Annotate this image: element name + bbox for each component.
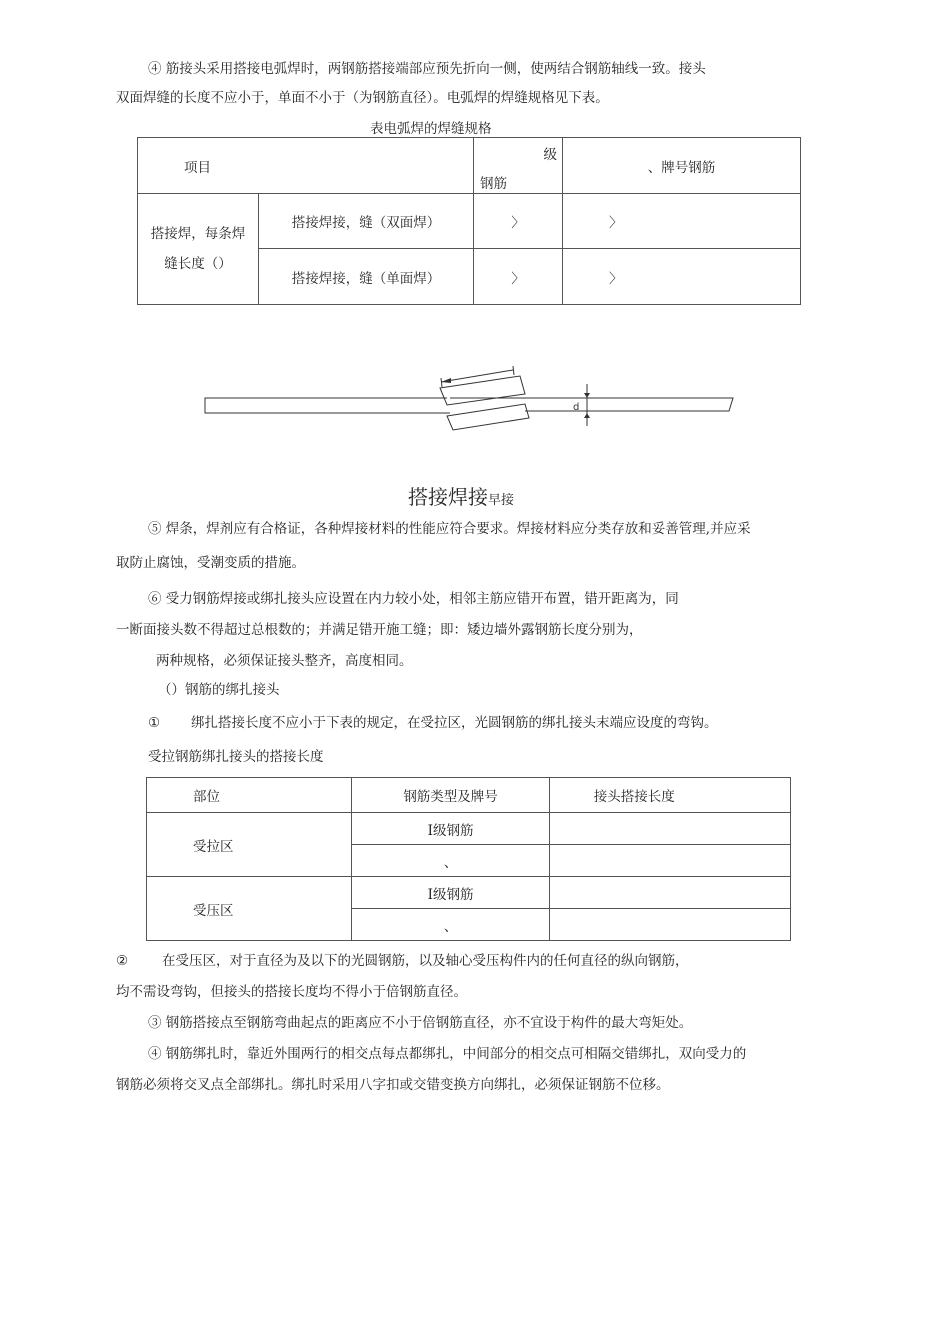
table1-row1-label: 搭接焊接，缝（双面焊） xyxy=(259,194,474,249)
weld-spec-table xyxy=(137,137,801,305)
table1-row2-value2: 〉 xyxy=(563,249,801,305)
table2-group-compression: 受压区 xyxy=(147,877,352,941)
paragraph-2-line1: 在受压区，对于直径为及以下的光圆钢筋，以及轴心受压构件内的任何直径的纵向钢筋， xyxy=(162,953,689,969)
table1-row2-label: 搭接焊接，缝（单面焊） xyxy=(259,249,474,305)
dimension-tick-right xyxy=(513,366,514,375)
paragraph-1-text: 绑扎搭接长度不应小于下表的规定，在受拉区，光圆钢筋的绑扎接头末端应设度的弯钩。 xyxy=(191,715,718,731)
figure-caption-small: 早接 xyxy=(488,493,515,508)
paragraph-5-line1: ⑤ 焊条，焊剂应有合格证，各种焊接材料的性能应符合要求。焊接材料应分类存放和妥善管理,并应采 xyxy=(148,521,751,537)
paragraph-6-line2: 一断面接头数不得超过总根数的；并满足错开施工缝；即：矮边墙外露钢筋长度分别为， xyxy=(116,622,643,638)
table2-row3-length xyxy=(549,877,790,909)
weld-piece-lower xyxy=(447,404,529,430)
paragraph-3: ③ 钢筋搭接点至钢筋弯曲起点的距离应不小于倍钢筋直径，亦不宜设于构件的最大弯矩处。 xyxy=(148,1015,693,1031)
diameter-label: d xyxy=(573,402,580,413)
paragraph-6-line3: 两种规格，必须保证接头整齐，高度相同。 xyxy=(156,653,413,669)
table1-row-group-line2: 缝长度（） xyxy=(164,256,232,272)
lap-weld-diagram xyxy=(195,360,745,440)
table2-row4-type: 、 xyxy=(352,909,549,941)
paragraph-4-line1: ④ 筋接头采用搭接电弧焊时，两钢筋搭接端部应预先折向一侧，使两结合钢筋轴线一致。接头 xyxy=(148,61,706,77)
paragraph-1-number: ① xyxy=(148,715,161,731)
table1-row1-value2: 〉 xyxy=(563,194,801,249)
table1-header-col3: 、牌号钢筋 xyxy=(563,138,801,194)
table1-header-col2-line1: 级 xyxy=(543,147,557,163)
section-heading-tie-joint: （）钢筋的绑扎接头 xyxy=(158,682,280,698)
table1-row-group-line1: 搭接焊，每条焊 xyxy=(150,226,246,242)
diameter-arrow-top xyxy=(584,393,590,398)
table1-header-col2-line2: 钢筋 xyxy=(480,176,507,192)
table2-row2-length xyxy=(549,845,790,877)
dimension-line xyxy=(441,370,513,382)
rebar-left xyxy=(205,398,450,413)
table1-header-col2 xyxy=(474,138,563,194)
figure-caption-main: 搭接焊接 xyxy=(408,485,488,509)
table2-row3-type: I级钢筋 xyxy=(352,877,549,909)
table1-header-item-text: 项目 xyxy=(184,159,211,176)
table1-header-item xyxy=(138,138,474,194)
table2-group-tension: 受拉区 xyxy=(147,813,352,877)
diameter-arrow-bottom xyxy=(584,413,590,418)
dimension-tick-left xyxy=(441,378,442,387)
paragraph-2-number: ② xyxy=(116,953,129,969)
table2-row1-length xyxy=(549,813,790,845)
figure-caption xyxy=(408,484,514,514)
table2-row1-type: I级钢筋 xyxy=(352,813,549,845)
paragraph-6-line1: ⑥ 受力钢筋焊接或绑扎接头应设置在内力较小处，相邻主筋应错开布置，错开距离为，同 xyxy=(148,591,679,607)
lap-length-table xyxy=(146,777,791,941)
table1-row1-value1: 〉 xyxy=(474,194,563,249)
table1-row-group xyxy=(138,194,259,305)
table2-row2-type: 、 xyxy=(352,845,549,877)
paragraph-4b-line2: 钢筋必须将交叉点全部绑扎。绑扎时采用八字扣或交错变换方向绑扎，必须保证钢筋不位移。 xyxy=(116,1077,670,1093)
paragraph-5-line2: 取防止腐蚀，受潮变质的措施。 xyxy=(116,555,305,571)
table2-header-length: 接头搭接长度 xyxy=(549,778,790,813)
table1-caption: 表电弧焊的焊缝规格 xyxy=(370,121,492,137)
table1-row2-value1: 〉 xyxy=(474,249,563,305)
paragraph-4b-line1: ④ 钢筋绑扎时，靠近外围两行的相交点每点都绑扎，中间部分的相交点可相隔交错绑扎，双向受力的 xyxy=(148,1046,747,1062)
table2-header-part: 部位 xyxy=(147,778,352,813)
paragraph-2-line2: 均不需设弯钩，但接头的搭接长度均不得小于倍钢筋直径。 xyxy=(116,984,467,1000)
paragraph-4-line2: 双面焊缝的长度不应小于，单面不小于（为钢筋直径）。电弧焊的焊缝规格见下表。 xyxy=(116,90,609,106)
table2-caption: 受拉钢筋绑扎接头的搭接长度 xyxy=(148,749,324,765)
table2-header-type: 钢筋类型及牌号 xyxy=(352,778,549,813)
table2-row4-length xyxy=(549,909,790,941)
